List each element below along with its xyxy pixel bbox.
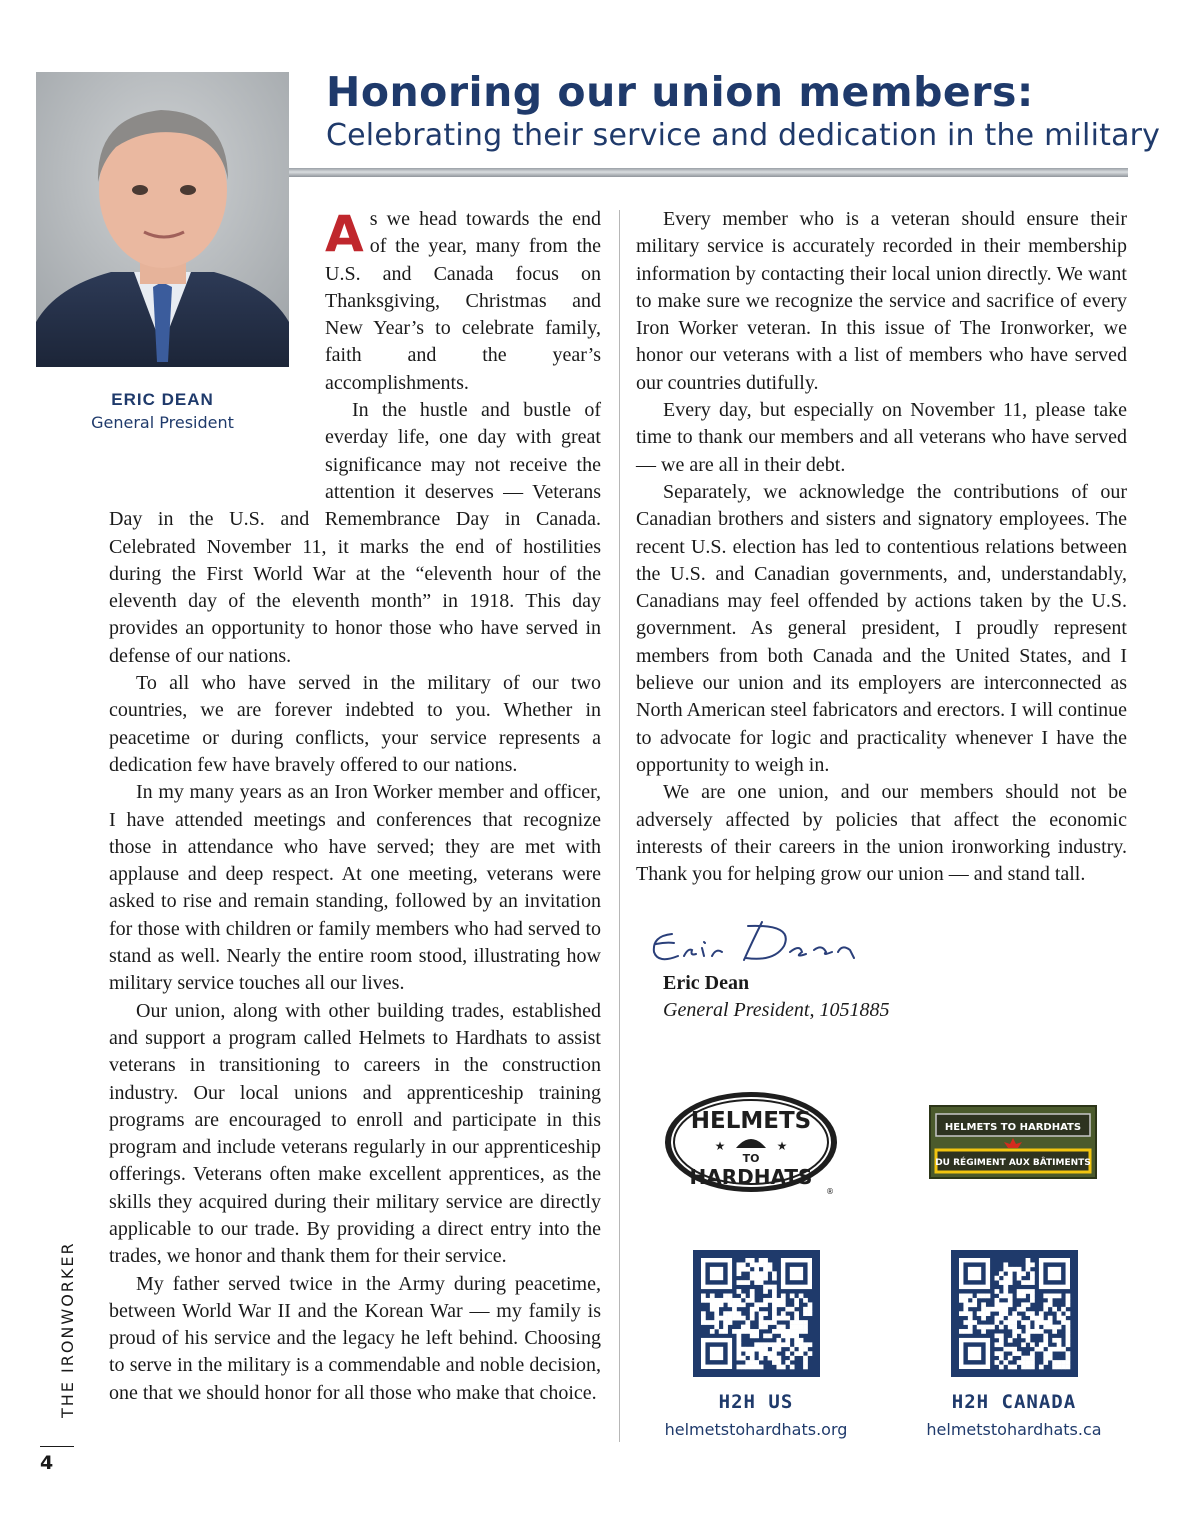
qr-pattern (951, 1250, 1078, 1377)
helmets-to-hardhats-canada-logo (928, 1104, 1102, 1182)
paragraph: We are one union, and our members should not be adversely affected by policies that affect the economic interests of their careers in the union ironworking industry. Thank you for helping grow our union — and stand tall. (636, 781, 1127, 886)
paragraph: Every member who is a veteran should ensure their military service is accurately recorded in their membership information by contacting their local union directly. We want to make sure we recognize the service and sacrifice of every Iron Worker veteran. In this issue of The Ironworker, we honor our veterans with a list of members who have served our countries dutifully. (636, 208, 1127, 394)
signature-title: General President, 1051885 (663, 999, 890, 1021)
article-column-right (636, 206, 1127, 888)
svg-text:®: ® (826, 1187, 834, 1196)
column-divider (619, 210, 620, 1442)
qr-us-title: H2H US (718, 1391, 794, 1413)
handwritten-signature (644, 912, 874, 972)
qr-canada-url[interactable]: helmetstohardhats.ca (926, 1420, 1102, 1439)
drop-cap: A (325, 205, 364, 263)
paragraph: My father served twice in the Army during peacetime, between World War II and the Korean War — my family is proud of his service and the legacy he left behind. Choosing to serve in the military is a commendable and noble decision, one that we should honor for all those who make that choice. (109, 1272, 601, 1404)
us-logo-text-top: HELMETS (690, 1108, 812, 1134)
ca-logo-text-top: HELMETS TO HARDHATS (944, 1122, 1082, 1133)
qr-pattern (693, 1250, 820, 1377)
article-column-left (109, 206, 601, 1407)
qr-us-url[interactable]: helmetstohardhats.org (664, 1420, 848, 1439)
paragraph: Separately, we acknowledge the contributions of our Canadian brothers and sisters and signatory employees. The recent U.S. election has led to contentious relations between the U.S. and Canadian governments, and, understandably, Canadians may feel offended by actions taken by the U.S. government. As general president, I proudly represent members from both Canada and the United States, and I believe our union and its employers are interconnected as North American steel fabricators and erectors. I will continue to advocate for logic and practicality whenever I have the opportunity to weigh in. (636, 480, 1127, 776)
signature-name: Eric Dean (663, 972, 750, 994)
page-number: 4 (40, 1452, 54, 1474)
signature-drawing (644, 912, 874, 972)
paragraph: In my many years as an Iron Worker member and officer, I have attended meetings and conferences that recognize those in attendance who have served; they are met with applause and deep respect. At one meeting, veterans were asked to rise and remain standing, followed by an invitation for those with children or family members who had served to stand as well. Nearly the entire room stood, illustrating how military service touches all our lives. (109, 781, 601, 995)
subhead: Celebrating their service and dedication in the military (326, 118, 1161, 153)
author-name: ERIC DEAN (111, 390, 214, 409)
qr-code-canada[interactable] (951, 1250, 1078, 1377)
paragraph: In the hustle and bustle of everday life, one day with great significance may not receive the attention it deserves — Veterans Day in the U.S. and Remembrance Day in Canada. Celebrated November 11, it marks the end of hostilities during the First World War at the “eleventh hour of the eleventh day of the eleventh month” in 1918. This day provides an opportunity to honor those who have served in defense of our nations. (109, 399, 601, 667)
svg-text:★: ★ (776, 1139, 788, 1153)
us-logo-text-bottom: HARDHATS (689, 1165, 813, 1189)
paragraph: To all who have served in the military of our two countries, we are forever indebted to you. Whether in peacetime or during conflicts, your service represents a dedication few have bravely offered to our nations. (109, 672, 601, 776)
portrait-wrap-spacer (109, 206, 325, 492)
paragraph: Every day, but especially on November 11, please take time to thank our members and all veterans who have served — we are all in their debt. (636, 399, 1127, 476)
helmets-to-hardhats-us-logo (664, 1090, 842, 1200)
paragraph-text: s we head towards the end of the year, many from the U.S. and Canada focus on Thanksgiving, Christmas and New Year’s to celebrate family, faith and the year’s accomplishments. (325, 208, 601, 394)
folio-rule (40, 1446, 74, 1447)
header-rule (289, 168, 1128, 177)
qr-code-us[interactable] (693, 1250, 820, 1377)
paragraph: Our union, along with other building trades, established and support a program called Helmets to Hardhats to assist veterans in transitioning to careers in the construction industry. Our local unions and apprenticeship training programs are encouraged to enroll and participate in this program and include veterans regularly in our apprenticeship offerings. Veterans often make excellent apprentices, as the skills they acquired during their military service are directly applicable to our trade. By providing a direct entry into the trades, we honor and thank them for their service. (109, 999, 601, 1268)
qr-canada-title: H2H CANADA (951, 1391, 1077, 1413)
svg-text:★: ★ (714, 1139, 726, 1153)
publication-name: THE IRONWORKER (58, 1241, 77, 1418)
ca-logo-text-bottom: DU RÉGIMENT AUX BÂTIMENTS (935, 1158, 1091, 1168)
headline: Honoring our union members: (326, 68, 1034, 116)
us-logo-text-mid: TO (742, 1152, 760, 1165)
author-role: General President (91, 413, 234, 432)
